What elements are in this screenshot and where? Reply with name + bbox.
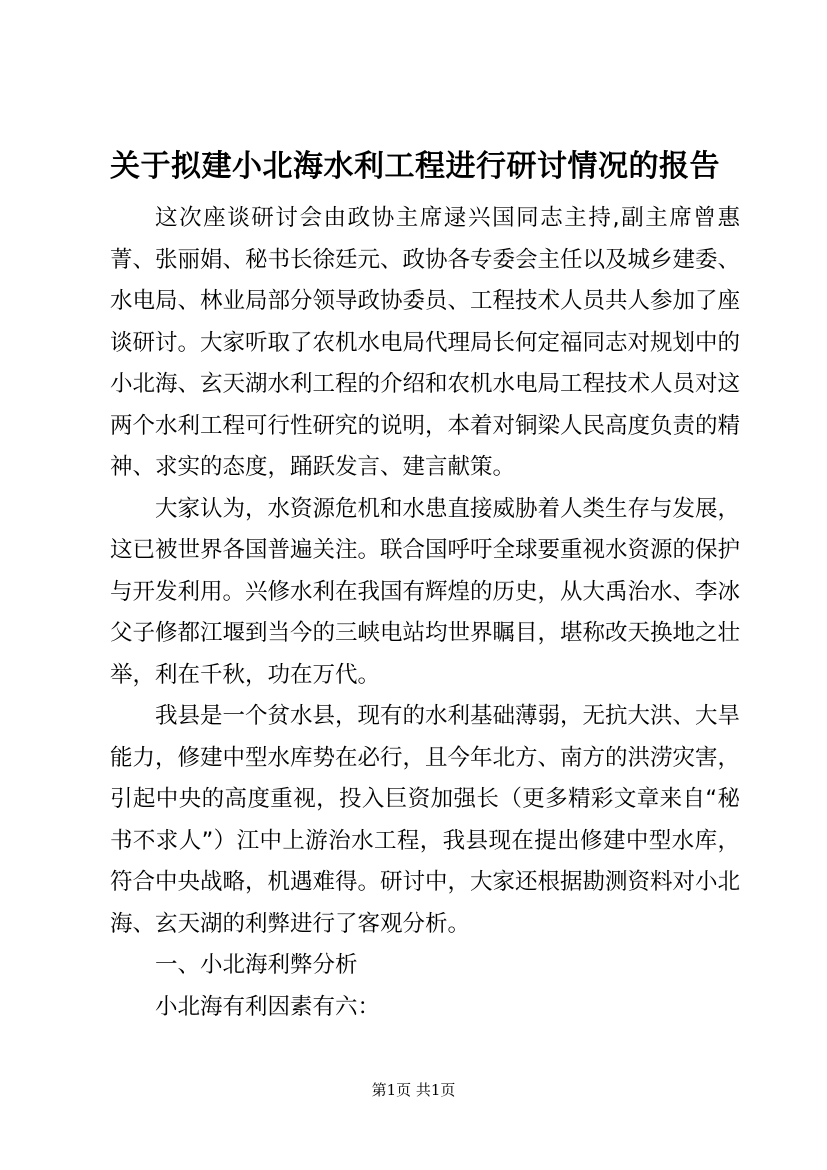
paragraph-intro: 这次座谈研讨会由政协主席逯兴国同志主持,副主席曾惠菁、张丽娟、秘书长徐廷元、政协各专委会主任以及城乡建委、水电局、林业局部分领导政协委员、工程技术人员共人参加了座谈研讨。大家听取了农机水电局代理局长何定福同志对规划中的小北海、玄天湖水利工程的介绍和农机水电局工程技术人员对这两个水利工程可行性研究的说明，本着对铜梁人民高度负责的精神、求实的态度，踊跃发言、建言献策。 (110, 205, 741, 480)
paragraph-favorable-factors: 小北海有利因素有六： (155, 993, 381, 1020)
page-footer: 第1页 共1页 (371, 1081, 456, 1099)
paragraph-water-resources: 大家认为，水资源危机和水患直接威胁着人类生存与发展，这已被世界各国普遍关注。联合国呼吁全球要重视水资源的保护与开发利用。兴修水利在我国有辉煌的历史，从大禹治水、李冰父子修都江堰到当今的三峡电站均世界瞩目，堪称改天换地之壮举，利在千秋，功在万代。 (110, 495, 741, 688)
document-title: 关于拟建小北海水利工程进行研讨情况的报告 (110, 149, 720, 184)
section-heading-analysis: 一、小北海利弊分析 (155, 952, 358, 978)
paragraph-county-situation: 我县是一个贫水县，现有的水利基础薄弱，无抗大洪、大旱能力，修建中型水库势在必行，且今年北方、南方的洪涝灾害，引起中央的高度重视，投入巨资加强长（更多精彩文章来自“秘书不求人”）江中上游治水工程，我县现在提出修建中型水库，符合中央战略，机遇难得。研讨中，大家还根据勘测资料对小北海、玄天湖的利弊进行了客观分析。 (110, 703, 741, 937)
document-body (110, 198, 740, 1028)
